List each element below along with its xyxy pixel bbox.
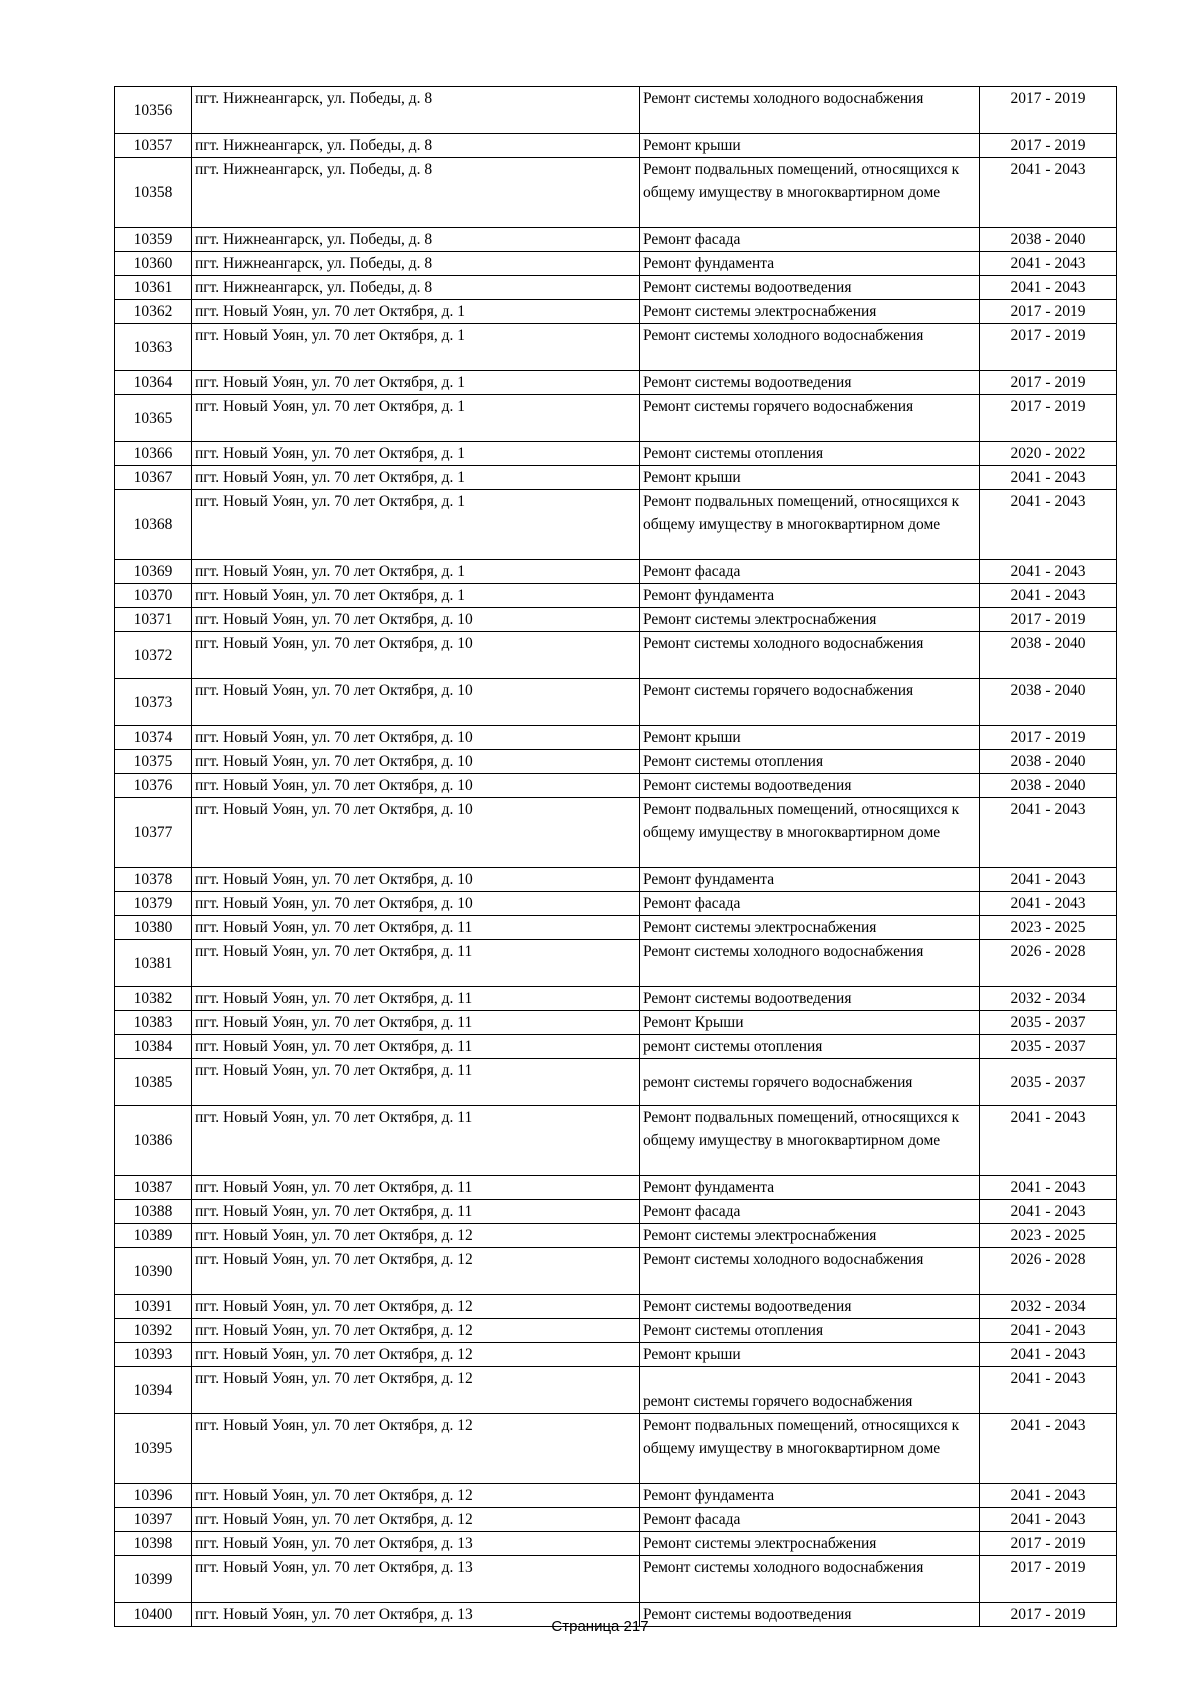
- table-row: [115, 395, 1117, 442]
- row-period: 2041 - 2043: [980, 1343, 1117, 1367]
- row-work-type: Ремонт фундамента: [640, 252, 980, 276]
- row-work-type: Ремонт фасада: [640, 1200, 980, 1224]
- table-row: [115, 679, 1117, 726]
- row-number: 10362: [115, 300, 192, 324]
- row-number: 10392: [115, 1319, 192, 1343]
- row-work-type: Ремонт подвальных помещений, относящихся к общему имуществу в многоквартирном доме: [640, 1414, 980, 1484]
- row-work-type: Ремонт системы холодного водоснабжения: [640, 87, 980, 134]
- row-period: 2038 - 2040: [980, 228, 1117, 252]
- row-address: пгт. Новый Уоян, ул. 70 лет Октября, д. 1: [192, 466, 640, 490]
- row-address: пгт. Новый Уоян, ул. 70 лет Октября, д. 11: [192, 1035, 640, 1059]
- table-row: [115, 276, 1117, 300]
- row-address: пгт. Новый Уоян, ул. 70 лет Октября, д. 1: [192, 584, 640, 608]
- table-row: [115, 158, 1117, 228]
- row-address: пгт. Новый Уоян, ул. 70 лет Октября, д. 12: [192, 1248, 640, 1295]
- row-work-type: Ремонт системы водоотведения: [640, 1603, 980, 1627]
- row-period: 2017 - 2019: [980, 395, 1117, 442]
- table-row: [115, 1319, 1117, 1343]
- row-number: 10378: [115, 868, 192, 892]
- row-period: 2023 - 2025: [980, 1224, 1117, 1248]
- row-number: 10377: [115, 798, 192, 868]
- row-number: 10369: [115, 560, 192, 584]
- table-row: [115, 1484, 1117, 1508]
- row-work-type: Ремонт системы холодного водоснабжения: [640, 1556, 980, 1603]
- row-period: 2041 - 2043: [980, 490, 1117, 560]
- table-row: [115, 1035, 1117, 1059]
- table-row: [115, 868, 1117, 892]
- table-row: [115, 87, 1117, 134]
- row-period: 2017 - 2019: [980, 134, 1117, 158]
- row-address: пгт. Новый Уоян, ул. 70 лет Октября, д. 11: [192, 1200, 640, 1224]
- row-address: пгт. Новый Уоян, ул. 70 лет Октября, д. 11: [192, 1011, 640, 1035]
- table-row: [115, 1556, 1117, 1603]
- table-row: [115, 1343, 1117, 1367]
- row-number: 10374: [115, 726, 192, 750]
- row-period: 2041 - 2043: [980, 1484, 1117, 1508]
- row-period: 2026 - 2028: [980, 1248, 1117, 1295]
- row-address: пгт. Новый Уоян, ул. 70 лет Октября, д. 10: [192, 726, 640, 750]
- row-address: пгт. Новый Уоян, ул. 70 лет Октября, д. 1: [192, 371, 640, 395]
- row-period: 2017 - 2019: [980, 1556, 1117, 1603]
- table-row: [115, 252, 1117, 276]
- row-number: 10399: [115, 1556, 192, 1603]
- row-address: пгт. Новый Уоян, ул. 70 лет Октября, д. 10: [192, 868, 640, 892]
- row-period: 2041 - 2043: [980, 1319, 1117, 1343]
- row-period: 2038 - 2040: [980, 750, 1117, 774]
- row-period: 2032 - 2034: [980, 1295, 1117, 1319]
- row-work-type: Ремонт системы электроснабжения: [640, 1224, 980, 1248]
- row-address: пгт. Новый Уоян, ул. 70 лет Октября, д. 10: [192, 798, 640, 868]
- table-row: [115, 1059, 1117, 1106]
- row-number: 10398: [115, 1532, 192, 1556]
- row-work-type: Ремонт подвальных помещений, относящихся к общему имуществу в многоквартирном доме: [640, 1106, 980, 1176]
- row-period: 2041 - 2043: [980, 868, 1117, 892]
- row-number: 10359: [115, 228, 192, 252]
- row-period: 2041 - 2043: [980, 1200, 1117, 1224]
- row-period: 2041 - 2043: [980, 1106, 1117, 1176]
- row-number: 10371: [115, 608, 192, 632]
- row-period: 2041 - 2043: [980, 252, 1117, 276]
- row-number: 10376: [115, 774, 192, 798]
- table-row: [115, 1414, 1117, 1484]
- row-period: 2038 - 2040: [980, 774, 1117, 798]
- table-row: [115, 1106, 1117, 1176]
- row-address: пгт. Новый Уоян, ул. 70 лет Октября, д. 12: [192, 1319, 640, 1343]
- row-work-type: ремонт системы отопления: [640, 1035, 980, 1059]
- row-number: 10381: [115, 940, 192, 987]
- row-address: пгт. Новый Уоян, ул. 70 лет Октября, д. 12: [192, 1343, 640, 1367]
- row-number: 10395: [115, 1414, 192, 1484]
- row-period: 2041 - 2043: [980, 276, 1117, 300]
- row-work-type: Ремонт системы электроснабжения: [640, 916, 980, 940]
- row-work-type: Ремонт системы электроснабжения: [640, 608, 980, 632]
- row-address: пгт. Новый Уоян, ул. 70 лет Октября, д. 12: [192, 1367, 640, 1414]
- row-work-type: Ремонт фасада: [640, 228, 980, 252]
- row-number: 10383: [115, 1011, 192, 1035]
- row-work-type: Ремонт системы водоотведения: [640, 371, 980, 395]
- row-address: пгт. Новый Уоян, ул. 70 лет Октября, д. 10: [192, 632, 640, 679]
- row-address: пгт. Новый Уоян, ул. 70 лет Октября, д. 12: [192, 1414, 640, 1484]
- row-work-type: Ремонт фундамента: [640, 868, 980, 892]
- table-row: [115, 608, 1117, 632]
- row-work-type: Ремонт Крыши: [640, 1011, 980, 1035]
- table-row: [115, 916, 1117, 940]
- page-number: Страница 217: [551, 1618, 649, 1635]
- row-period: 2041 - 2043: [980, 560, 1117, 584]
- row-address: пгт. Новый Уоян, ул. 70 лет Октября, д. 11: [192, 987, 640, 1011]
- row-address: пгт. Новый Уоян, ул. 70 лет Октября, д. 13: [192, 1532, 640, 1556]
- row-work-type: Ремонт системы водоотведения: [640, 1295, 980, 1319]
- row-number: 10365: [115, 395, 192, 442]
- row-number: 10370: [115, 584, 192, 608]
- table-row: [115, 324, 1117, 371]
- row-number: 10363: [115, 324, 192, 371]
- row-address: пгт. Новый Уоян, ул. 70 лет Октября, д. 11: [192, 1106, 640, 1176]
- row-number: 10390: [115, 1248, 192, 1295]
- row-number: 10357: [115, 134, 192, 158]
- row-work-type: Ремонт системы водоотведения: [640, 276, 980, 300]
- table-row: [115, 1011, 1117, 1035]
- table-row: [115, 1532, 1117, 1556]
- row-work-type: Ремонт фасада: [640, 1508, 980, 1532]
- table-row: [115, 1508, 1117, 1532]
- table-row: [115, 134, 1117, 158]
- table-row: [115, 987, 1117, 1011]
- row-period: 2041 - 2043: [980, 466, 1117, 490]
- row-work-type: Ремонт системы холодного водоснабжения: [640, 940, 980, 987]
- row-work-type: Ремонт системы отопления: [640, 750, 980, 774]
- row-address: пгт. Новый Уоян, ул. 70 лет Октября, д. 10: [192, 679, 640, 726]
- row-number: 10364: [115, 371, 192, 395]
- row-number: 10372: [115, 632, 192, 679]
- row-work-type: Ремонт крыши: [640, 1343, 980, 1367]
- row-number: 10375: [115, 750, 192, 774]
- row-work-type: Ремонт системы холодного водоснабжения: [640, 324, 980, 371]
- row-address: пгт. Новый Уоян, ул. 70 лет Октября, д. 1: [192, 300, 640, 324]
- row-period: 2017 - 2019: [980, 87, 1117, 134]
- table-row: [115, 1367, 1117, 1414]
- row-work-type: Ремонт подвальных помещений, относящихся к общему имуществу в многоквартирном доме: [640, 490, 980, 560]
- row-address: пгт. Новый Уоян, ул. 70 лет Октября, д. 10: [192, 892, 640, 916]
- row-work-type: Ремонт системы горячего водоснабжения: [640, 395, 980, 442]
- row-work-type: Ремонт системы водоотведения: [640, 774, 980, 798]
- table-row: [115, 798, 1117, 868]
- row-number: 10361: [115, 276, 192, 300]
- table-row: [115, 560, 1117, 584]
- row-number: 10387: [115, 1176, 192, 1200]
- row-period: 2041 - 2043: [980, 1414, 1117, 1484]
- row-number: 10394: [115, 1367, 192, 1414]
- row-number: 10388: [115, 1200, 192, 1224]
- table-row: [115, 466, 1117, 490]
- row-period: 2038 - 2040: [980, 679, 1117, 726]
- row-period: 2038 - 2040: [980, 632, 1117, 679]
- row-number: 10367: [115, 466, 192, 490]
- row-work-type: Ремонт крыши: [640, 134, 980, 158]
- row-period: 2041 - 2043: [980, 892, 1117, 916]
- row-period: 2017 - 2019: [980, 726, 1117, 750]
- row-period: 2035 - 2037: [980, 1011, 1117, 1035]
- row-address: пгт. Новый Уоян, ул. 70 лет Октября, д. 10: [192, 608, 640, 632]
- row-address: пгт. Нижнеангарск, ул. Победы, д. 8: [192, 134, 640, 158]
- row-address: пгт. Новый Уоян, ул. 70 лет Октября, д. 1: [192, 560, 640, 584]
- table-row: [115, 1176, 1117, 1200]
- table-row: [115, 584, 1117, 608]
- table-row: [115, 940, 1117, 987]
- row-number: 10400: [115, 1603, 192, 1627]
- row-number: 10382: [115, 987, 192, 1011]
- table-row: [115, 750, 1117, 774]
- row-number: 10373: [115, 679, 192, 726]
- row-number: 10379: [115, 892, 192, 916]
- row-work-type: Ремонт фундамента: [640, 1176, 980, 1200]
- row-address: пгт. Новый Уоян, ул. 70 лет Октября, д. 13: [192, 1603, 640, 1627]
- row-work-type: ремонт системы горячего водоснабжения: [640, 1367, 980, 1414]
- row-address: пгт. Новый Уоян, ул. 70 лет Октября, д. 1: [192, 395, 640, 442]
- table-row: [115, 1224, 1117, 1248]
- row-work-type: Ремонт подвальных помещений, относящихся к общему имуществу в многоквартирном доме: [640, 158, 980, 228]
- row-period: 2017 - 2019: [980, 371, 1117, 395]
- row-address: пгт. Новый Уоян, ул. 70 лет Октября, д. 12: [192, 1484, 640, 1508]
- row-work-type: Ремонт системы электроснабжения: [640, 1532, 980, 1556]
- row-number: 10360: [115, 252, 192, 276]
- row-number: 10384: [115, 1035, 192, 1059]
- table-row: [115, 1248, 1117, 1295]
- row-period: 2041 - 2043: [980, 584, 1117, 608]
- row-work-type: Ремонт системы электроснабжения: [640, 300, 980, 324]
- row-work-type: Ремонт фасада: [640, 892, 980, 916]
- row-address: пгт. Новый Уоян, ул. 70 лет Октября, д. 11: [192, 916, 640, 940]
- table-row: [115, 442, 1117, 466]
- table-row: [115, 774, 1117, 798]
- row-work-type: Ремонт системы горячего водоснабжения: [640, 679, 980, 726]
- row-work-type: Ремонт крыши: [640, 726, 980, 750]
- table-row: [115, 1200, 1117, 1224]
- row-period: 2041 - 2043: [980, 1367, 1117, 1414]
- row-address: пгт. Новый Уоян, ул. 70 лет Октября, д. 12: [192, 1224, 640, 1248]
- row-work-type: Ремонт системы холодного водоснабжения: [640, 632, 980, 679]
- table-row: [115, 1295, 1117, 1319]
- row-number: 10393: [115, 1343, 192, 1367]
- row-work-type: Ремонт фасада: [640, 560, 980, 584]
- row-address: пгт. Нижнеангарск, ул. Победы, д. 8: [192, 87, 640, 134]
- row-address: пгт. Новый Уоян, ул. 70 лет Октября, д. 1: [192, 490, 640, 560]
- row-address: пгт. Новый Уоян, ул. 70 лет Октября, д. 1: [192, 442, 640, 466]
- row-number: 10396: [115, 1484, 192, 1508]
- row-period: 2041 - 2043: [980, 1176, 1117, 1200]
- row-work-type: Ремонт фундамента: [640, 1484, 980, 1508]
- row-address: пгт. Новый Уоян, ул. 70 лет Октября, д. 11: [192, 1176, 640, 1200]
- repair-schedule-table: [114, 86, 1117, 1627]
- row-work-type: Ремонт системы отопления: [640, 442, 980, 466]
- row-address: пгт. Новый Уоян, ул. 70 лет Октября, д. 1: [192, 324, 640, 371]
- row-period: 2041 - 2043: [980, 798, 1117, 868]
- row-period: 2023 - 2025: [980, 916, 1117, 940]
- row-period: 2041 - 2043: [980, 1508, 1117, 1532]
- row-work-type: Ремонт крыши: [640, 466, 980, 490]
- row-number: 10391: [115, 1295, 192, 1319]
- table-row: [115, 632, 1117, 679]
- row-number: 10389: [115, 1224, 192, 1248]
- row-work-type: ремонт системы горячего водоснабжения: [640, 1059, 980, 1106]
- row-period: 2026 - 2028: [980, 940, 1117, 987]
- table-body: [115, 87, 1117, 1627]
- row-address: пгт. Нижнеангарск, ул. Победы, д. 8: [192, 252, 640, 276]
- row-address: пгт. Новый Уоян, ул. 70 лет Октября, д. 12: [192, 1295, 640, 1319]
- row-address: пгт. Новый Уоян, ул. 70 лет Октября, д. 13: [192, 1556, 640, 1603]
- row-period: 2017 - 2019: [980, 300, 1117, 324]
- row-work-type: Ремонт подвальных помещений, относящихся к общему имуществу в многоквартирном доме: [640, 798, 980, 868]
- row-address: пгт. Новый Уоян, ул. 70 лет Октября, д. 11: [192, 1059, 640, 1106]
- row-period: 2035 - 2037: [980, 1059, 1117, 1106]
- row-period: 2020 - 2022: [980, 442, 1117, 466]
- row-period: 2032 - 2034: [980, 987, 1117, 1011]
- row-address: пгт. Новый Уоян, ул. 70 лет Октября, д. 12: [192, 1508, 640, 1532]
- row-address: пгт. Новый Уоян, ул. 70 лет Октября, д. 10: [192, 750, 640, 774]
- row-number: 10368: [115, 490, 192, 560]
- table-row: [115, 490, 1117, 560]
- row-period: 2017 - 2019: [980, 608, 1117, 632]
- row-address: пгт. Нижнеангарск, ул. Победы, д. 8: [192, 228, 640, 252]
- row-work-type: Ремонт системы отопления: [640, 1319, 980, 1343]
- row-number: 10380: [115, 916, 192, 940]
- row-work-type: Ремонт системы холодного водоснабжения: [640, 1248, 980, 1295]
- table-row: [115, 228, 1117, 252]
- table-row: [115, 726, 1117, 750]
- row-address: пгт. Новый Уоян, ул. 70 лет Октября, д. 11: [192, 940, 640, 987]
- row-number: 10385: [115, 1059, 192, 1106]
- row-work-type: Ремонт системы водоотведения: [640, 987, 980, 1011]
- row-period: 2017 - 2019: [980, 1603, 1117, 1627]
- row-period: 2017 - 2019: [980, 324, 1117, 371]
- table-row: [115, 892, 1117, 916]
- row-period: 2041 - 2043: [980, 158, 1117, 228]
- row-work-type: Ремонт фундамента: [640, 584, 980, 608]
- row-period: 2017 - 2019: [980, 1532, 1117, 1556]
- row-number: 10358: [115, 158, 192, 228]
- table-row: [115, 371, 1117, 395]
- row-address: пгт. Нижнеангарск, ул. Победы, д. 8: [192, 158, 640, 228]
- table-row: [115, 300, 1117, 324]
- row-number: 10386: [115, 1106, 192, 1176]
- row-address: пгт. Новый Уоян, ул. 70 лет Октября, д. 10: [192, 774, 640, 798]
- row-number: 10397: [115, 1508, 192, 1532]
- row-number: 10366: [115, 442, 192, 466]
- row-number: 10356: [115, 87, 192, 134]
- row-period: 2035 - 2037: [980, 1035, 1117, 1059]
- row-address: пгт. Нижнеангарск, ул. Победы, д. 8: [192, 276, 640, 300]
